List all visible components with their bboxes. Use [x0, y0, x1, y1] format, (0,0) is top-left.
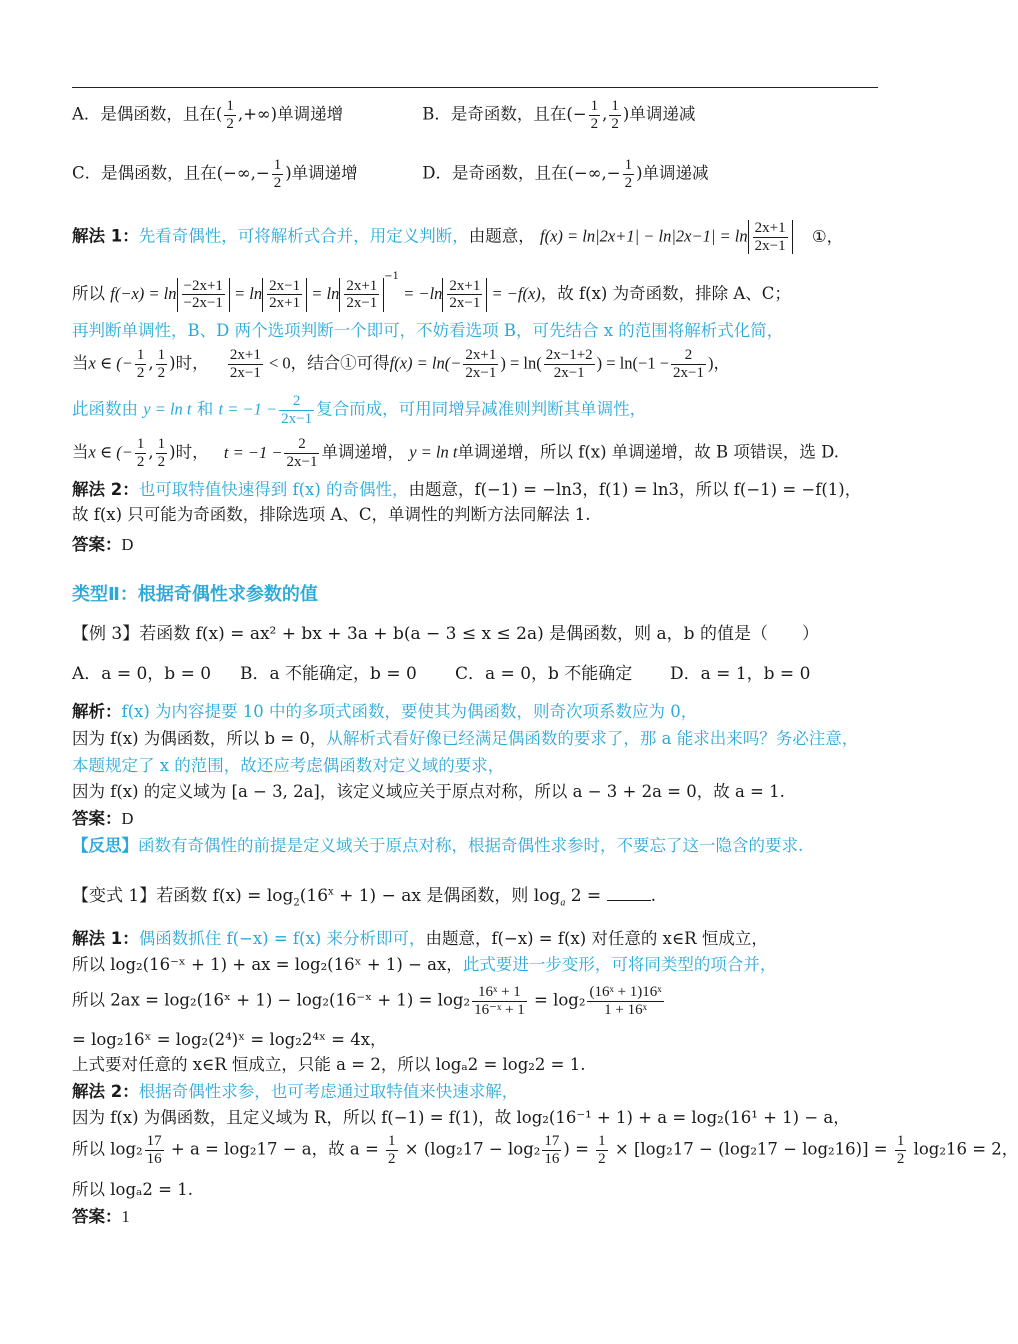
variant-solution1-line2: 所以 log₂(16⁻ˣ + 1) + ax = log₂(16ˣ + 1) − ax，此式要进一步变形，可将同类型的项合并，	[72, 955, 777, 974]
reflection: 【反思】函数有奇偶性的前提是定义域关于原点对称，根据奇偶性求参时，不要忘了这一隐含的要求.	[72, 836, 804, 855]
solution1-line6: 当x ∈ (− $\frac{1}{2}$ , $\frac{1}{2}$ )时， t = −1 − $\frac{2}{2x-1}$ 单调递增， y = ln t单调递增，所以 f(x) 单调递增，故 B 项错误，选 D.	[72, 436, 839, 470]
solution1-line2: 所以 f(−x) = ln $\frac{-2x+1}{-2x-1}$ = ln $\frac{2x-1}{2x+1}$ = ln $\frac{2x+1}{2x-1}$ $^{-1}$ = −ln $\frac{2x+1}{2x-1}$ = −f(x)，故 f(x) 为奇函数，排除 A、C；	[72, 271, 791, 311]
variant-solution2-line2: 因为 f(x) 为偶函数，且定义域为 R，所以 f(−1) = f(1)，故 log₂(16⁻¹ + 1) + a = log₂(16¹ + 1) − a，	[72, 1108, 850, 1127]
ex3-option-d: D．a = 1，b = 0	[670, 664, 811, 684]
answer-2: 答案：D	[72, 809, 134, 828]
variant-solution1-line3: 所以 2ax = log₂(16ˣ + 1) − log₂(16⁻ˣ + 1) = log₂ $\frac{\text{16ˣ + 1}}{\text{16⁻ˣ + 1}}$ = log₂ $\frac{\text{(16ˣ + 1)16ˣ}}{\text{1 + 16ˣ}}$	[72, 984, 662, 1018]
top-rule	[72, 87, 878, 88]
option-a: A．是偶函数，且在( $\frac{1}{2}$ ,+∞)单调递增	[72, 98, 344, 132]
solution2-line2: 故 f(x) 只可能为奇函数，排除选项 A、C，单调性的判断方法同解法 1.	[72, 505, 591, 524]
variant-solution1-line1: 解法 1：偶函数抓住 f(−x) = f(x) 来分析即可，由题意，f(−x) = f(x) 对任意的 x∈R 恒成立，	[72, 929, 768, 948]
ex3-option-c: C．a = 0，b 不能确定	[455, 664, 633, 684]
variant1-stem: 【变式 1】若函数 $f(x) = \log_2(16^x + 1)$ − ax 是偶函数，则 $\log_a 2$ = .	[72, 886, 656, 909]
variant-solution1-line5: 上式要对任意的 x∈R 恒成立，只能 a = 2，所以 logₐ2 = log₂2 = 1.	[72, 1055, 586, 1074]
analysis-line4: 因为 f(x) 的定义域为 [a − 3, 2a]，该定义域应关于原点对称，所以 a − 3 + 2a = 0，故 a = 1.	[72, 782, 785, 801]
solution2-line1: 解法 2：也可取特值快速得到 f(x) 的奇偶性，由题意，f(−1) = −ln3，f(1) = ln3，所以 f(−1) = −f(1)，	[72, 480, 862, 499]
option-d: D．是奇函数，且在(−∞,− $\frac{1}{2}$ )单调递减	[422, 157, 709, 191]
option-b: B．是奇函数，且在(− $\frac{1}{2}$ , $\frac{1}{2}$ )单调递减	[422, 98, 696, 132]
answer-3: 答案：1	[72, 1207, 130, 1226]
analysis-line2: 因为 f(x) 为偶函数，所以 b = 0，从解析式看好像已经满足偶函数的要求了，那 a 能求出来吗？务必注意，	[72, 729, 859, 748]
options-row-2	[72, 157, 709, 191]
solution1-line5: 此函数由 y = ln t 和 t = −1 − $\frac{2}{2x-1}$ 复合而成，可用同增异减准则判断其单调性，	[72, 393, 647, 427]
variant-solution1-line4: = log₂16ˣ = log₂(2⁴)ˣ = log₂2⁴ˣ = 4x，	[72, 1030, 387, 1049]
options-row-1	[72, 98, 695, 132]
example3-options	[72, 664, 810, 684]
answer-1: 答案：D	[72, 535, 134, 554]
solution1-line4: 当x ∈ (− $\frac{1}{2}$ , $\frac{1}{2}$ )时， $\frac{2x+1}{2x-1}$ < 0，结合①可得f(x) = ln(− $\frac{2x+1}{2x-1}$ ) = ln( $\frac{2x-1+2}{2x-1}$ ) = ln(−1 − $\frac{2}{2x-1}$ )，	[72, 347, 731, 381]
answer-blank	[607, 900, 651, 901]
variant-solution2-line3: 所以 log₂ $\frac{17}{16}$ + a = log₂17 − a，故 a = $\frac{1}{2}$ × (log₂17 − log₂ $\frac{17}{16}$ ) = $\frac{1}{2}$ × [log₂17 − (log₂17 − log₂16)] = $\frac{1}{2}$ log₂16 = 2，	[72, 1133, 1018, 1167]
section-heading: 类型Ⅱ：根据奇偶性求参数的值	[72, 584, 318, 605]
solution1-line1: 解法 1：先看奇偶性，可将解析式合并，用定义判断，由题意， f(x) = ln|2x+1| − ln|2x−1| = ln $\frac{2x+1}{2x-1}$ ①，	[72, 220, 844, 254]
variant-solution2-line1: 解法 2：根据奇偶性求参，也可考虑通过取特值来快速求解，	[72, 1082, 519, 1101]
option-c: C．是偶函数，且在(−∞,− $\frac{1}{2}$ )单调递增	[72, 157, 358, 191]
solution1-line3: 再判断单调性，B、D 两个选项判断一个即可，不妨看选项 B，可先结合 x 的范围将解析式化简，	[72, 321, 784, 340]
analysis-line1: 解析：f(x) 为内容提要 10 中的多项式函数，要使其为偶函数，则奇次项系数应为 0，	[72, 702, 698, 721]
analysis-line3: 本题规定了 x 的范围，故还应考虑偶函数对定义域的要求，	[72, 756, 505, 775]
variant-solution2-line4: 所以 logₐ2 = 1.	[72, 1180, 193, 1199]
ex3-option-b: B．a 不能确定，b = 0	[240, 664, 417, 684]
example3-stem: 【例 3】若函数 f(x) = ax² + bx + 3a + b(a − 3 ≤ x ≤ 2a) 是偶函数，则 a，b 的值是（ ）	[72, 624, 819, 644]
ex3-option-a: A．a = 0，b = 0	[72, 664, 212, 684]
